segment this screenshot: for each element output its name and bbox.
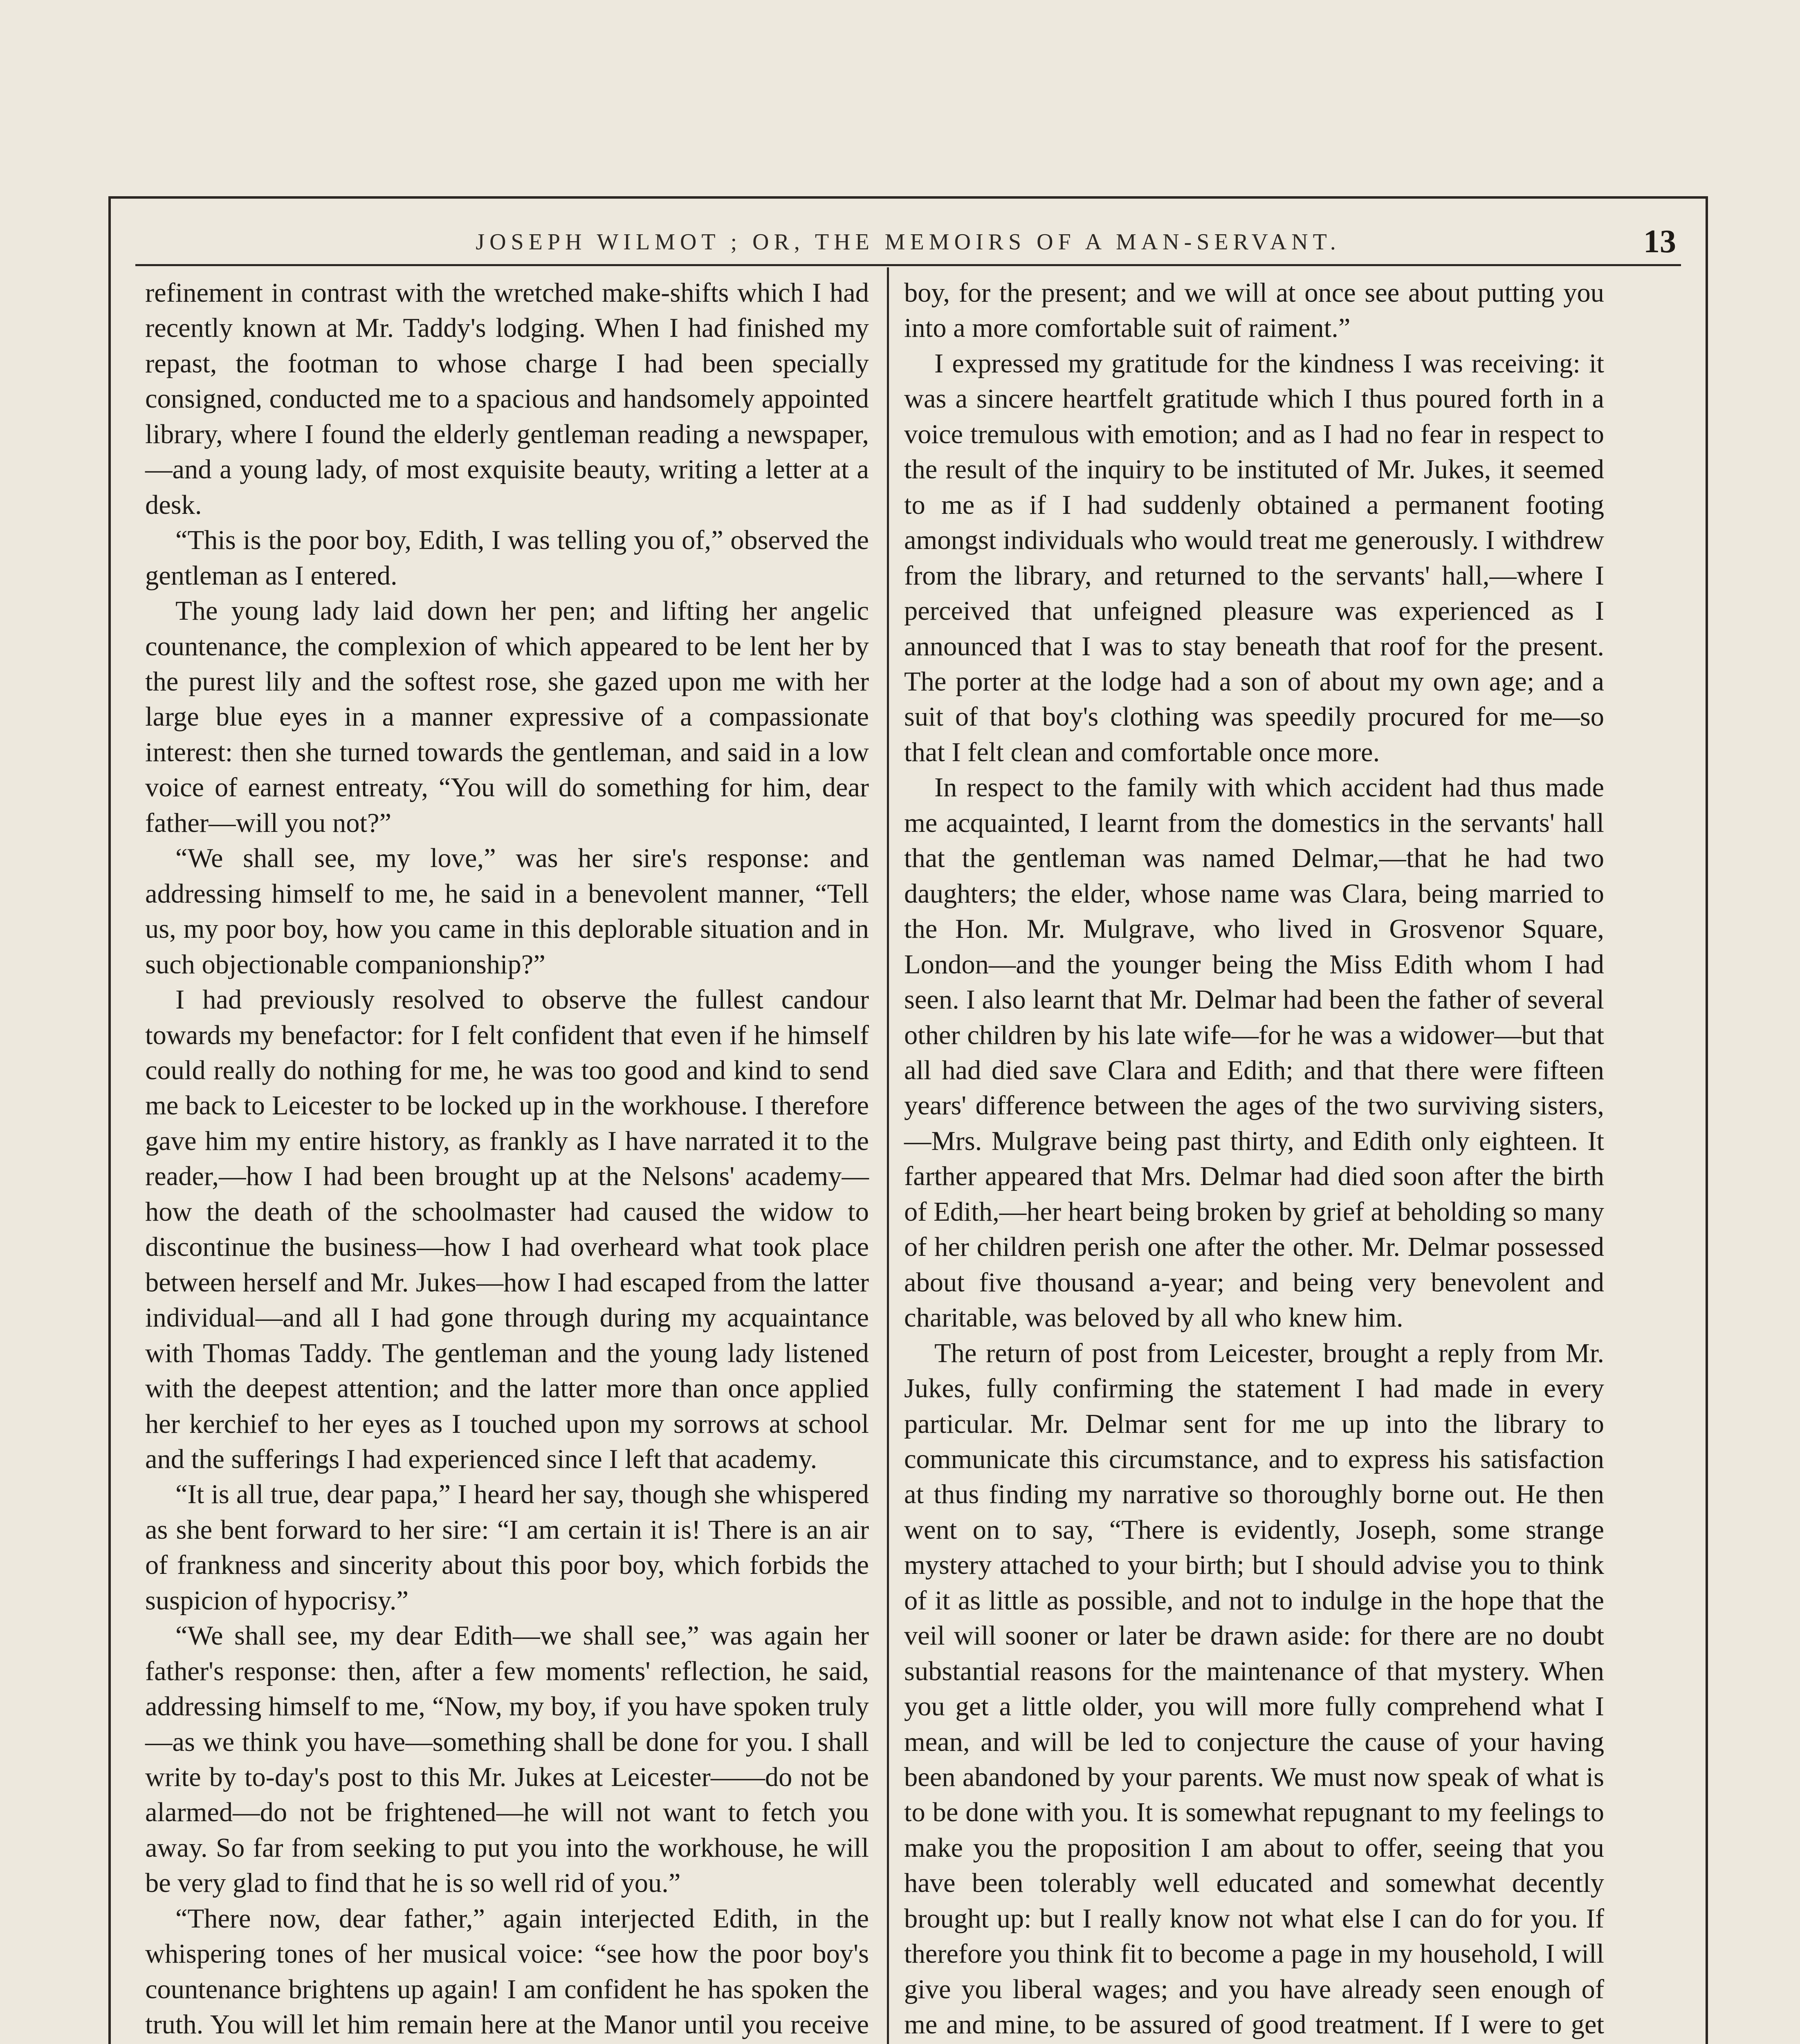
page-number: 13 [1643,224,1676,260]
left-column [145,276,869,2044]
page-border [108,196,1708,2044]
paragraph: The young lady laid down her pen; and lifting her angelic countenance, the complexion of which appeared to be lent her by the purest lily and the softest rose, she gazed upon me with her large blue eyes in a manner expressive of a compassionate interest: then she turned towards the gentleman, and said in a low voice of earnest entreaty, “You will do something for him, dear father—will you not?” [145,596,869,838]
running-title: JOSEPH WILMOT ; OR, THE MEMOIRS OF A MAN-SERVANT. [476,229,1341,255]
paragraph: I had previously resolved to observe the fullest candour towards my benefactor: for I felt confident that even if he himself could really do nothing for me, he was too good and kind to send me back to Leicester to be locked up in the workhouse. I therefore gave him my entire history, as frankly as I have narrated it to the reader,—how I had been brought up at the Nelsons' academy—how the death of the schoolmaster had caused the widow to discontinue the business—how I had overheard what took place between herself and Mr. Jukes—how I had escaped from the latter individual—and all I had gone through during my acquaintance with Thomas Taddy. The gentleman and the young lady listened with the deepest attention; and the latter more than once applied her kerchief to her eyes as I touched upon my sorrows at school and the sufferings I had experienced since I left that academy. [145,985,869,1474]
paragraph: “It is all true, dear papa,” I heard her say, though she whispered as she bent forward to her sire: “I am certain it is! There is an air of frankness and sincerity about this poor boy, which forbids the suspicion of hypocrisy.” [145,1479,869,1616]
paragraph: In respect to the family with which accident had thus made me acquainted, I learnt from the domestics in the servants' hall that the gentleman was named Delmar,—that he had two daughters; the elder, whose name was Clara, being married to the Hon. Mr. Mulgrave, who lived in Grosvenor Square, London—and the younger being the Miss Edith whom I had seen. I also learnt that Mr. Delmar had been the father of several other children by his late wife—for he was a widower—but that all had died save Clara and Edith; and that there were fifteen years' difference between the ages of the two surviving sisters,—Mrs. Mulgrave being past thirty, and Edith only eighteen. It farther appeared that Mrs. Delmar had died soon after the birth of Edith,—her heart being broken by grief at beholding so many of her children perish one after the other. Mr. Delmar possessed about five thousand a-year; and being very benevolent and charitable, was beloved by all who knew him. [904,773,1604,1333]
text-frame [135,267,1681,2044]
paragraph: “We shall see, my dear Edith—we shall see,” was again her father's response: then, after a few moments' reflection, he said, addressing himself to me, “Now, my boy, if you have spoken truly—as we think you have—something shall be done for you. I shall write by to-day's post to this Mr. Jukes at Leicester——do not be alarmed—do not be frightened—he will not want to fetch you away. So far from seeking to put you into the workhouse, he will be very glad to find that he is so well rid of you.” [145,1621,869,1898]
paragraph: “We shall see, my love,” was her sire's response: and addressing himself to me, he said in a benevolent manner, “Tell us, my poor boy, how you came in this deplorable situation and in such objectionable companionship?” [145,843,869,979]
paragraph: “This is the poor boy, Edith, I was telling you of,” observed the gentleman as I entered. [145,525,869,591]
header-rule [135,264,1681,266]
paragraph: The return of post from Leicester, brought a reply from Mr. Jukes, fully confirming the statement I had made in every particular. Mr. Delmar sent for me up into the library to communicate this circumstance, and to express his satisfaction at thus finding my narrative so thoroughly borne out. He then went on to say, “There is evidently, Joseph, some strange mystery attached to your birth; but I should advise you to think of it as little as possible, and not to indulge in the hope that the veil will sooner or later be drawn aside: for there are no doubt substantial reasons for the maintenance of that mystery. When you get a little older, you will more fully comprehend what I mean, and will be led to conjecture the cause of your having been abandoned by your parents. We must now speak of what is to be done with you. It is somewhat repugnant to my feelings to make you the proposition I am about to offer, seeing that you have been tolerably well educated and somewhat decently brought up: but I really know not what else I can do for you. If therefore you think fit to become a page in my household, I will give you liberal wages; and you have already seen enough of me and mine, to be assured of good treatment. If I were to get [904,1338,1604,2040]
paragraph: I expressed my gratitude for the kindness I was receiving: it was a sincere heartfelt gratitude which I thus poured forth in a voice tremulous with emotion; and as I had no fear in respect to the result of the inquiry to be instituted of Mr. Jukes, it seemed to me as if I had suddenly obtained a permanent footing amongst individuals who would treat me generously. I withdrew from the library, and returned to the servants' hall,—where I perceived that unfeigned pleasure was experienced as I announced that I was to stay beneath that roof for the present. The porter at the lodge had a son of about my own age; and a suit of that boy's clothing was speedily procured for me—so that I felt clean and comfortable once more. [904,348,1604,767]
running-header [111,223,1706,260]
paragraph: boy, for the present; and we will at once see about putting you into a more comfortable suit of raiment.” [904,278,1604,343]
paragraph: refinement in contrast with the wretched make-shifts which I had recently known at Mr. Taddy's lodging. When I had finished my repast, the footman to whose charge I had been specially consigned, conducted me to a spacious and handsomely appointed library, where I found the elderly gentleman reading a newspaper,—and a young lady, of most exquisite beauty, writing a letter at a desk. [145,278,869,520]
paragraph: “There now, dear father,” again interjected Edith, in the whispering tones of her musical voice: “see how the poor boy's countenance brightens up again! I am confident he has spoken the truth. You will let him remain here at the Manor until you receive [145,1903,869,2040]
right-column [904,276,1604,2044]
column-divider [887,267,889,2044]
